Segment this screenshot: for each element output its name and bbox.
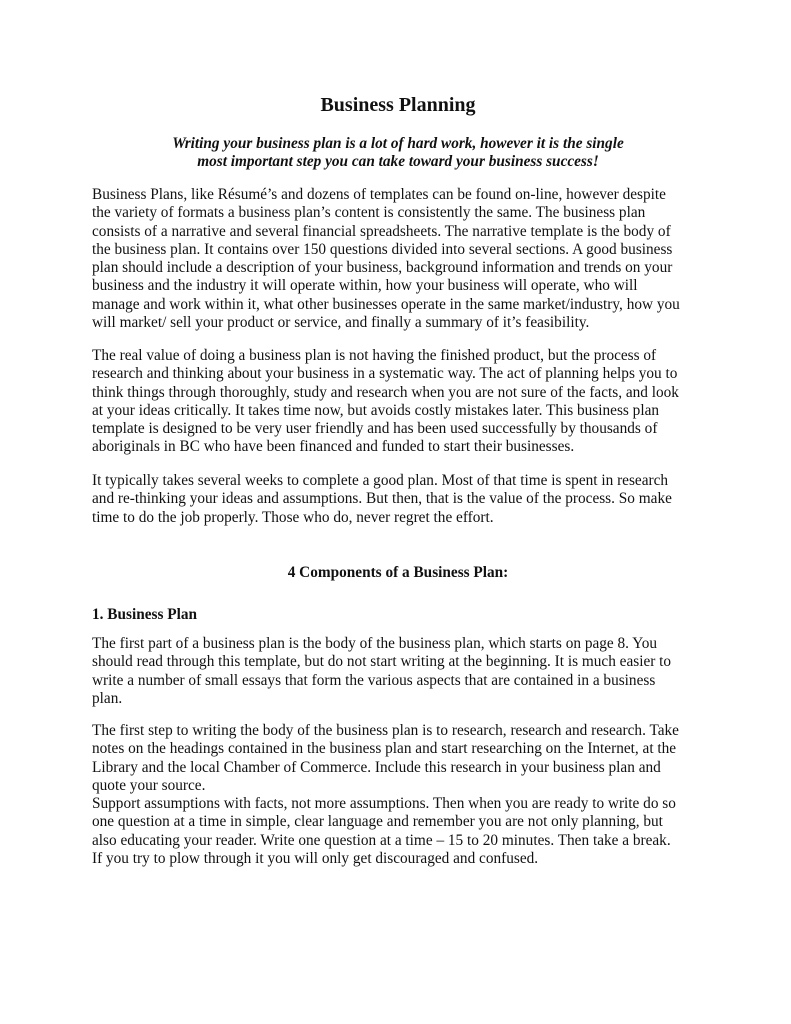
section-1-paragraph-2 (92, 722, 712, 868)
text-line: notes on the headings contained in the business plan and start researching on the Internet, at the (92, 740, 677, 758)
text-line: business and the industry it will operate within, how your business will operate, who will (92, 277, 638, 295)
section-1-heading: 1. Business Plan (92, 606, 197, 623)
text-line: plan should include a description of your business, background information and trends on your (92, 259, 673, 277)
text-line: Support assumptions with facts, not more assumptions. Then when you are ready to write do so (92, 795, 676, 813)
text-line: the business plan. It contains over 150 questions divided into several sections. A good business (92, 240, 673, 258)
text-line: The first part of a business plan is the body of the business plan, which starts on page 8. You (92, 635, 658, 652)
document-title: Business Planning (320, 94, 476, 116)
text-line: at your ideas critically. It takes time now, but avoids costly mistakes later. This business plan (92, 401, 660, 419)
subtitle-line: Writing your business plan is a lot of hard work, however it is the single (172, 135, 624, 152)
text-line: aboriginals in BC who have been financed and funded to start their businesses. (92, 438, 575, 456)
text-line: The first step to writing the body of the business plan is to research, research and research. Take (92, 722, 679, 739)
text-line: write a number of small essays that form the various aspects that are contained in a business (92, 671, 656, 689)
intro-paragraph-2 (92, 347, 712, 457)
text-line: one question at a time in simple, clear language and remember you are not only planning, but (92, 813, 663, 831)
components-heading: 4 Components of a Business Plan: (287, 564, 509, 581)
text-line: The real value of doing a business plan is not having the finished product, but the process of (92, 347, 657, 364)
text-line: template is designed to be very user friendly and has been used successfully by thousands of (92, 420, 658, 438)
text-line: consists of a narrative and several financial spreadsheets. The narrative template is the body of (92, 222, 671, 240)
intro-paragraph-3 (92, 472, 712, 527)
text-line: quote your source. (92, 776, 206, 794)
text-line: think things through thoroughly, study and research when you are not sure of the facts, and look (92, 383, 679, 401)
intro-paragraph-1 (92, 186, 712, 332)
text-line: research and thinking about your business in a systematic way. The act of planning helps you to (92, 365, 678, 383)
text-line: and re-thinking your ideas and assumptions. But then, that is the value of the process. So make (92, 490, 672, 508)
document-subtitle (92, 135, 704, 171)
text-line: If you try to plow through it you will only get discouraged and confused. (92, 850, 539, 868)
text-line: Business Plans, like Résumé’s and dozens of templates can be found on-line, however despite (92, 186, 666, 203)
text-line: Library and the local Chamber of Commerce. Include this research in your business plan and (92, 758, 661, 776)
subtitle-line: most important step you can take toward your business success! (197, 153, 599, 170)
text-line: also educating your reader. Write one question at a time – 15 to 20 minutes. Then take a break. (92, 831, 671, 849)
text-line: plan. (92, 689, 123, 707)
text-line: time to do the job properly. Those who do, never regret the effort. (92, 508, 494, 526)
text-line: It typically takes several weeks to complete a good plan. Most of that time is spent in research (92, 472, 669, 489)
text-line: should read through this template, but do not start writing at the beginning. It is much easier to (92, 653, 672, 671)
section-1-paragraph-1 (92, 635, 712, 708)
text-line: manage and work within it, what other businesses operate in the same market/industry, how you (92, 295, 680, 313)
text-line: the variety of formats a business plan’s content is consistently the same. The business plan (92, 204, 646, 222)
text-line: will market/ sell your product or service, and finally a summary of it’s feasibility. (92, 314, 590, 332)
